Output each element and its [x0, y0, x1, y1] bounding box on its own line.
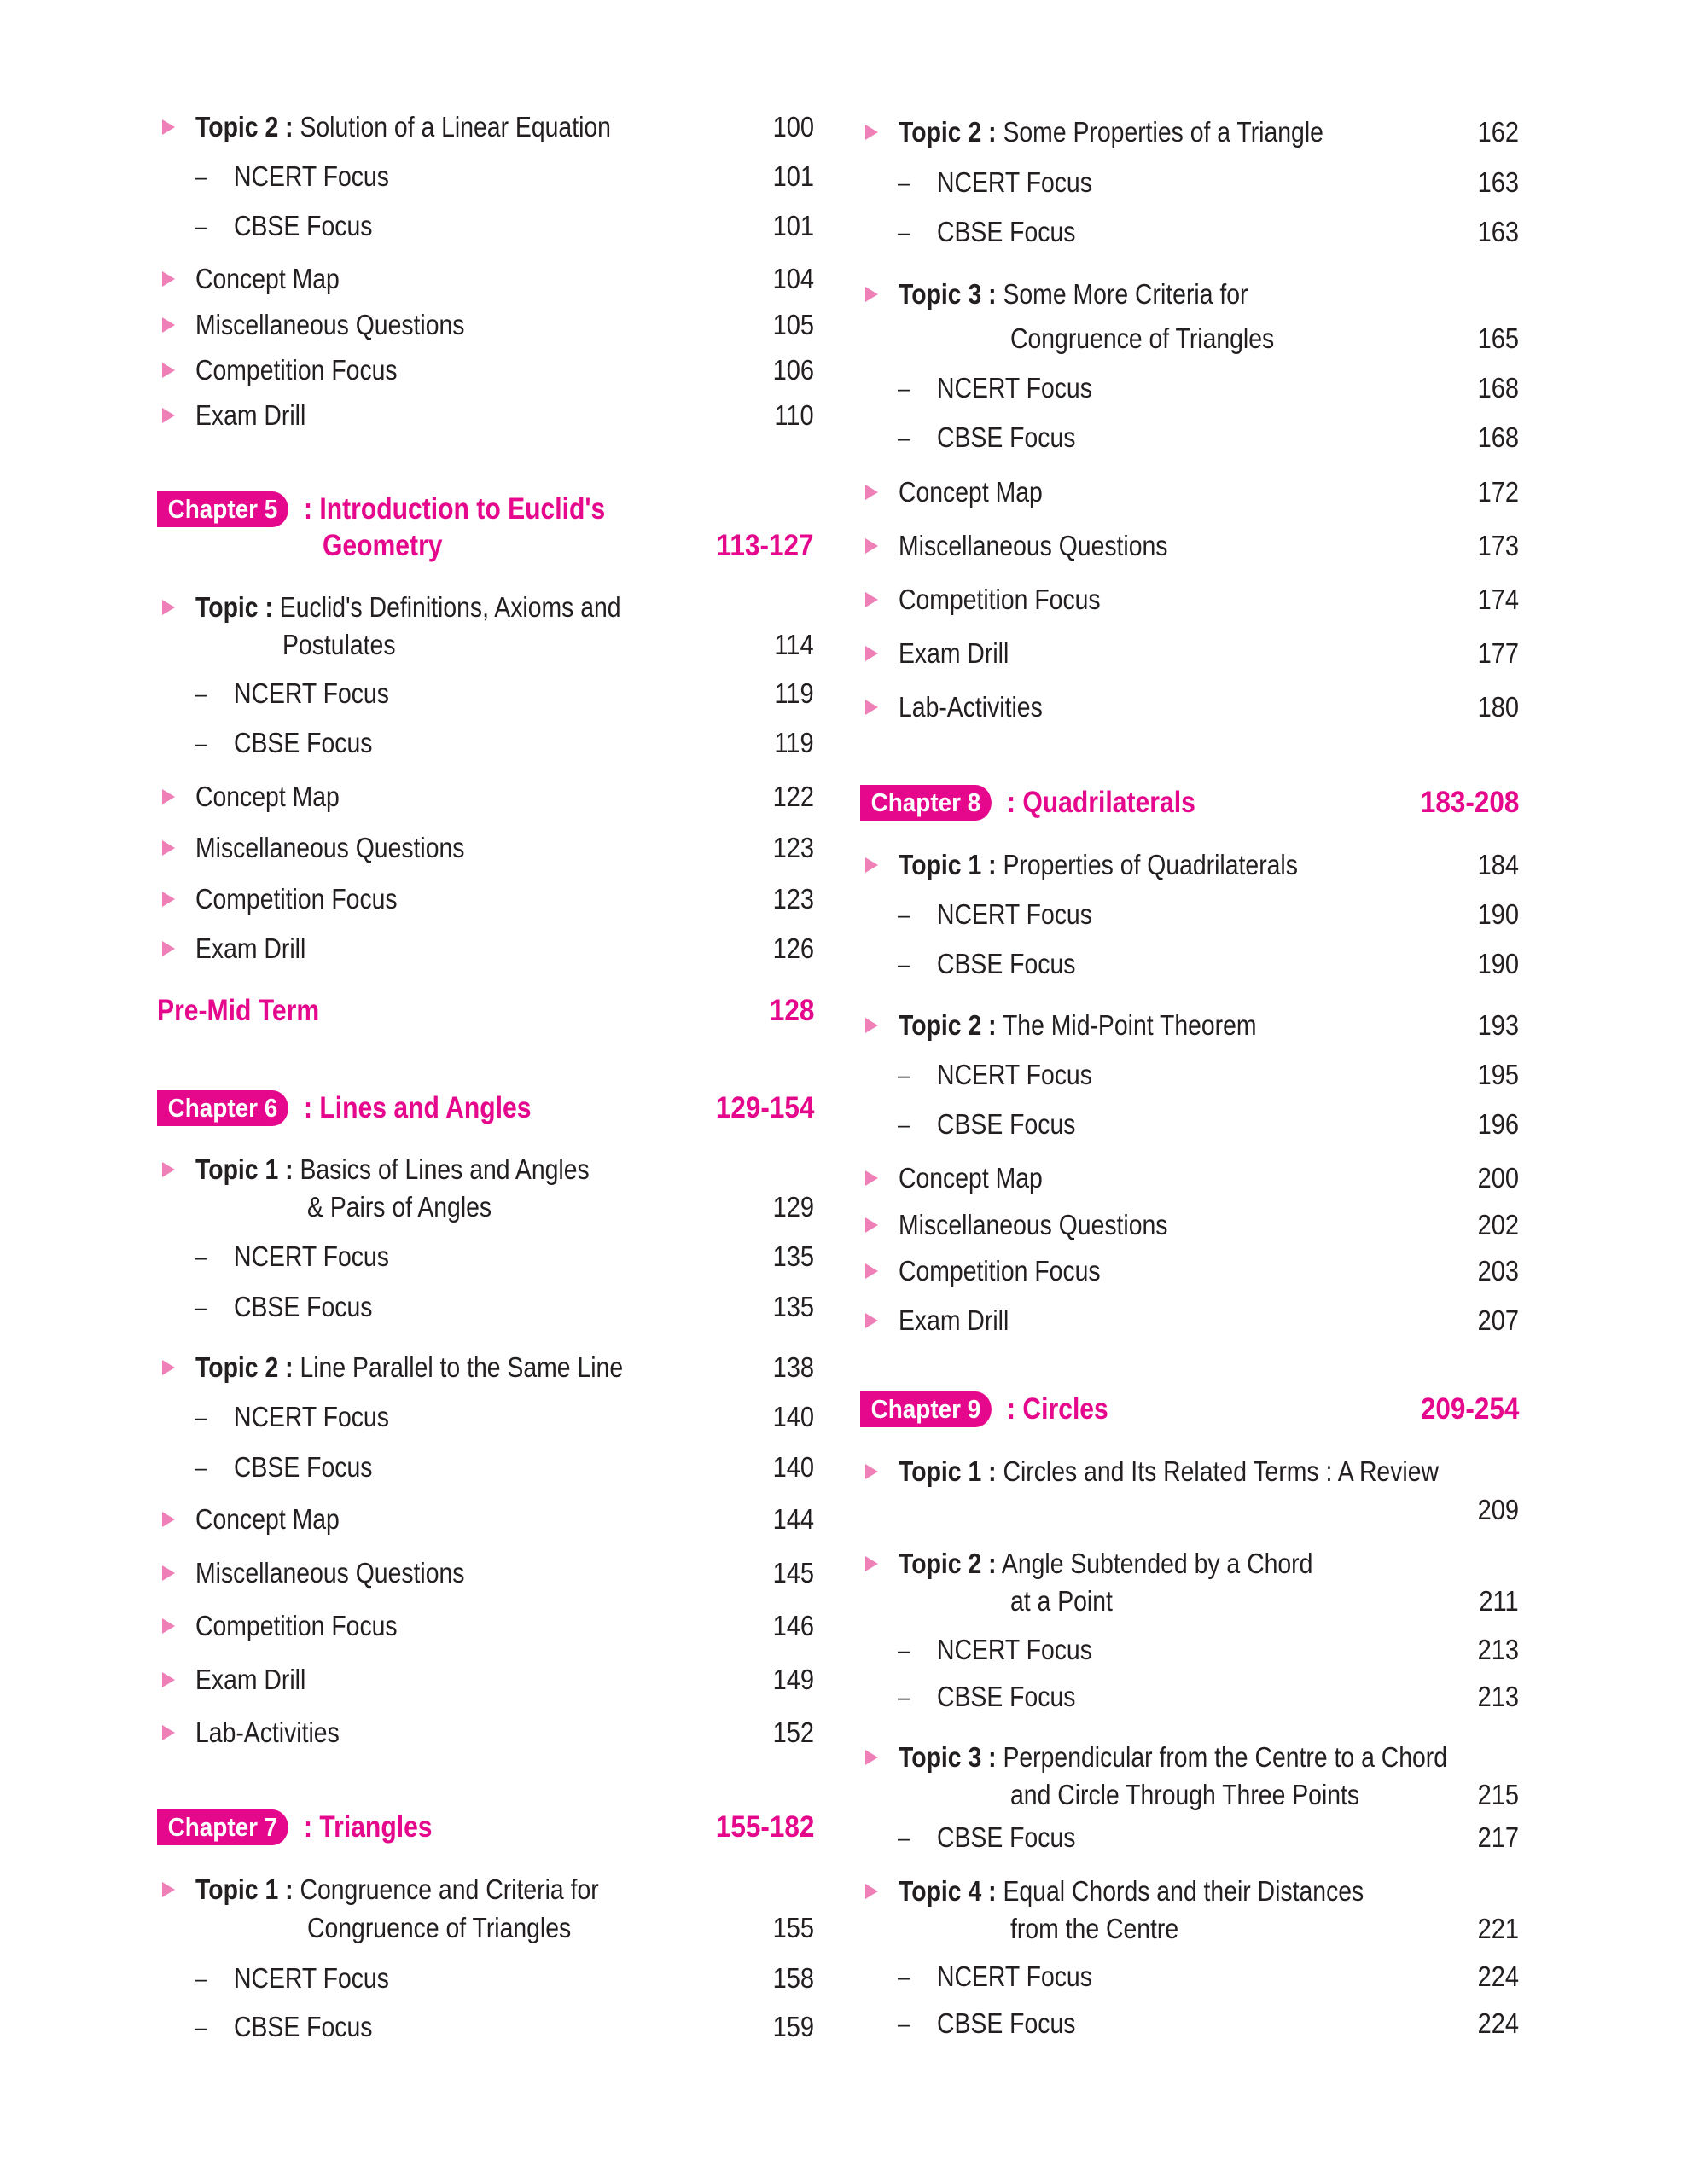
- entry-label: Miscellaneous Questions: [195, 1557, 465, 1589]
- toc-entry-exam-drill[interactable]: [860, 1302, 1519, 1339]
- chapter-badge: Chapter 7: [157, 1809, 288, 1845]
- page-number: 193: [1477, 1009, 1519, 1041]
- page-number: 174: [1477, 584, 1519, 615]
- topic-prefix: Topic 2 :: [899, 116, 997, 148]
- dash-icon: –: [195, 1404, 207, 1430]
- page-number: 149: [772, 1664, 814, 1695]
- entry-label: NCERT Focus: [937, 372, 1092, 404]
- triangle-right-icon: [162, 789, 175, 804]
- triangle-right-icon: [162, 1565, 175, 1581]
- entry-label: Competition Focus: [899, 1255, 1101, 1287]
- entry-label: CBSE Focus: [937, 216, 1076, 247]
- page-number: 190: [1477, 948, 1519, 979]
- page-number: 177: [1477, 637, 1519, 669]
- topic-prefix: Topic 2 :: [899, 1009, 997, 1041]
- page-number: 110: [774, 399, 814, 431]
- chapter-heading-line2[interactable]: [157, 527, 814, 565]
- toc-entry-topic-cont[interactable]: [860, 320, 1519, 357]
- toc-entry-cbse[interactable]: [860, 1678, 1519, 1716]
- toc-entry-topic-cont[interactable]: [157, 1188, 814, 1226]
- toc-entry-competition[interactable]: [860, 1252, 1519, 1290]
- chapter-badge: Chapter 9: [860, 1391, 992, 1427]
- entry-label: NCERT Focus: [937, 1634, 1092, 1665]
- page-number: 209: [1477, 1494, 1519, 1525]
- page-number: 211: [1479, 1585, 1519, 1617]
- toc-entry-ncert[interactable]: [860, 1631, 1519, 1669]
- dash-icon: –: [898, 1112, 910, 1137]
- toc-entry-topic-cont[interactable]: [157, 1909, 814, 1947]
- triangle-right-icon: [162, 271, 175, 287]
- toc-entry-topic[interactable]: [157, 1871, 814, 1908]
- page-number: 155: [772, 1912, 814, 1943]
- triangle-right-icon: [162, 1672, 175, 1687]
- triangle-right-icon: [162, 840, 175, 856]
- topic-title: Euclid's Definitions, Axioms and: [279, 591, 621, 623]
- triangle-right-icon: [162, 317, 175, 333]
- page-number: 173: [1477, 530, 1519, 561]
- toc-entry-topic[interactable]: [860, 846, 1519, 884]
- page-number: 104: [772, 263, 814, 294]
- toc-entry-ncert[interactable]: [860, 1056, 1519, 1094]
- toc-entry-misc[interactable]: [860, 527, 1519, 565]
- page-number: 215: [1477, 1779, 1519, 1810]
- toc-entry-topic[interactable]: [860, 276, 1519, 313]
- toc-entry-topic[interactable]: [860, 113, 1519, 151]
- triangle-right-icon: [162, 119, 175, 135]
- page-number: 163: [1477, 166, 1519, 198]
- toc-entry-topic[interactable]: [860, 1007, 1519, 1044]
- page-number: 213: [1477, 1634, 1519, 1665]
- triangle-right-icon: [865, 1170, 878, 1186]
- toc-entry-lab-activities[interactable]: [860, 688, 1519, 726]
- dash-icon: –: [195, 681, 207, 706]
- page-number: 217: [1477, 1821, 1519, 1853]
- topic-title-line2: Postulates: [282, 629, 396, 660]
- entry-label: CBSE Focus: [234, 210, 373, 241]
- toc-entry-topic[interactable]: [860, 1545, 1519, 1583]
- toc-entry-topic[interactable]: [157, 1151, 814, 1188]
- dash-icon: –: [898, 219, 910, 245]
- toc-entry-cbse[interactable]: [157, 207, 814, 245]
- page-number: 159: [772, 2011, 814, 2042]
- page-number: 140: [772, 1451, 814, 1483]
- topic-title: Circles and Its Related Terms : A Review: [1003, 1455, 1440, 1487]
- entry-label: Miscellaneous Questions: [195, 309, 465, 340]
- topic-prefix: Topic 1 :: [899, 849, 997, 880]
- dash-icon: –: [898, 951, 910, 977]
- dash-icon: –: [898, 2011, 910, 2036]
- toc-entry-topic[interactable]: [860, 1739, 1519, 1776]
- triangle-right-icon: [865, 1313, 878, 1328]
- entry-label: NCERT Focus: [234, 160, 389, 192]
- topic-prefix: Topic 2 :: [195, 1351, 294, 1383]
- page-number: 119: [774, 727, 814, 758]
- toc-entry-competition[interactable]: [157, 880, 814, 918]
- chapter-title: : Lines and Angles: [304, 1091, 532, 1124]
- triangle-right-icon: [865, 1018, 878, 1033]
- toc-entry-topic[interactable]: [157, 589, 814, 626]
- entry-label: NCERT Focus: [234, 1240, 389, 1272]
- topic-title-line2: Congruence of Triangles: [307, 1912, 572, 1943]
- page-number: 200: [1477, 1162, 1519, 1194]
- chapter-title: : Triangles: [304, 1810, 433, 1844]
- page-number: 114: [774, 629, 814, 660]
- topic-title: Some More Criteria for: [1003, 278, 1248, 310]
- page-number: 221: [1477, 1913, 1519, 1944]
- page-number: 180: [1477, 691, 1519, 723]
- page-number: 135: [772, 1240, 814, 1272]
- entry-label: Exam Drill: [195, 932, 306, 964]
- toc-entry-ncert[interactable]: [157, 675, 814, 712]
- triangle-right-icon: [162, 408, 175, 423]
- dash-icon: –: [898, 1684, 910, 1710]
- chapter-title: : Quadrilaterals: [1007, 786, 1195, 819]
- triangle-right-icon: [865, 1750, 878, 1765]
- page-number: 129: [772, 1191, 814, 1223]
- page-number: 140: [772, 1401, 814, 1432]
- entry-label: Exam Drill: [899, 637, 1009, 669]
- dash-icon: –: [898, 170, 910, 195]
- page-number: 207: [1477, 1304, 1519, 1336]
- toc-entry-ncert[interactable]: [860, 164, 1519, 201]
- topic-prefix: Topic 1 :: [899, 1455, 997, 1487]
- page-number: 168: [1477, 372, 1519, 404]
- dash-icon: –: [195, 730, 207, 756]
- topic-title-line2: & Pairs of Angles: [307, 1191, 492, 1223]
- topic-title-line2: and Circle Through Three Points: [1010, 1779, 1360, 1810]
- topic-title: Some Properties of a Triangle: [1003, 116, 1323, 148]
- topic-prefix: Topic 2 :: [195, 111, 294, 142]
- dash-icon: –: [195, 1966, 207, 1991]
- chapter-badge: Chapter 5: [157, 491, 288, 527]
- page-number: 100: [772, 111, 814, 142]
- entry-label: CBSE Focus: [937, 421, 1076, 453]
- chapter-title: : Circles: [1007, 1392, 1108, 1426]
- triangle-right-icon: [162, 1162, 175, 1177]
- topic-title: Perpendicular from the Centre to a Chord: [1003, 1741, 1448, 1773]
- toc-entry-misc[interactable]: [157, 306, 814, 344]
- entry-label: Miscellaneous Questions: [195, 832, 465, 863]
- toc-entry-ncert[interactable]: [860, 1958, 1519, 1995]
- page-number: 105: [772, 309, 814, 340]
- entry-label: CBSE Focus: [937, 2007, 1076, 2039]
- entry-label: Concept Map: [195, 263, 340, 294]
- triangle-right-icon: [865, 1556, 878, 1571]
- pre-mid-term-label: Pre-Mid Term: [157, 994, 320, 1027]
- entry-label: CBSE Focus: [234, 2011, 373, 2042]
- triangle-right-icon: [162, 1882, 175, 1897]
- toc-entry-topic[interactable]: [860, 1453, 1519, 1490]
- toc-entry-topic-cont[interactable]: [860, 1910, 1519, 1948]
- toc-entry-competition[interactable]: [157, 1607, 814, 1645]
- toc-entry-cbse[interactable]: [860, 1819, 1519, 1856]
- dash-icon: –: [898, 375, 910, 401]
- page-number: 146: [772, 1610, 814, 1641]
- topic-prefix: Topic :: [195, 591, 273, 623]
- page-number: 123: [772, 883, 814, 915]
- pre-mid-term-page: 128: [769, 994, 814, 1027]
- page-number: 203: [1477, 1255, 1519, 1287]
- triangle-right-icon: [865, 1263, 878, 1279]
- page-number: 101: [772, 210, 814, 241]
- page-number: 144: [772, 1503, 814, 1535]
- dash-icon: –: [898, 1062, 910, 1088]
- entry-label: Exam Drill: [195, 1664, 306, 1695]
- topic-title: Congruence and Criteria for: [300, 1873, 599, 1905]
- toc-entry-misc[interactable]: [860, 1206, 1519, 1244]
- page-number: 152: [772, 1716, 814, 1748]
- topic-title-line2: from the Centre: [1010, 1913, 1179, 1944]
- page-number: 138: [772, 1351, 814, 1383]
- entry-label: NCERT Focus: [234, 1962, 389, 1994]
- toc-entry-cbse[interactable]: [860, 1106, 1519, 1143]
- page-number: 168: [1477, 421, 1519, 453]
- toc-entry-cbse[interactable]: [860, 945, 1519, 983]
- entry-label: NCERT Focus: [937, 166, 1092, 198]
- page-number: 106: [772, 354, 814, 386]
- toc-entry-exam-drill[interactable]: [157, 397, 814, 434]
- page-number: 122: [772, 781, 814, 812]
- triangle-right-icon: [865, 485, 878, 500]
- triangle-right-icon: [162, 892, 175, 907]
- toc-entry-competition[interactable]: [860, 581, 1519, 619]
- entry-label: Miscellaneous Questions: [899, 530, 1168, 561]
- chapter-badge: Chapter 6: [157, 1090, 288, 1126]
- toc-entry-misc[interactable]: [157, 829, 814, 867]
- triangle-right-icon: [865, 538, 878, 554]
- toc-entry-topic[interactable]: [860, 1873, 1519, 1910]
- toc-entry-concept-map[interactable]: [157, 260, 814, 298]
- page-number: 196: [1477, 1108, 1519, 1140]
- triangle-right-icon: [865, 857, 878, 873]
- topic-prefix: Topic 3 :: [899, 278, 997, 310]
- entry-label: Lab-Activities: [195, 1716, 340, 1748]
- topic-prefix: Topic 2 :: [899, 1548, 997, 1579]
- triangle-right-icon: [865, 1464, 878, 1479]
- topic-prefix: Topic 1 :: [195, 1873, 294, 1905]
- entry-label: Concept Map: [195, 781, 340, 812]
- triangle-right-icon: [865, 700, 878, 715]
- page-number: 163: [1477, 216, 1519, 247]
- toc-entry-cbse[interactable]: [157, 1449, 814, 1486]
- toc-entry-lab-activities[interactable]: [157, 1714, 814, 1751]
- entry-label: Miscellaneous Questions: [899, 1209, 1168, 1240]
- page-number: 126: [772, 932, 814, 964]
- toc-entry-exam-drill[interactable]: [860, 635, 1519, 672]
- triangle-right-icon: [162, 363, 175, 378]
- chapter-badge: Chapter 8: [860, 785, 992, 821]
- toc-entry-concept-map[interactable]: [860, 1159, 1519, 1197]
- entry-label: Competition Focus: [195, 1610, 398, 1641]
- topic-prefix: Topic 3 :: [899, 1741, 997, 1773]
- chapter-title-line2: Geometry: [323, 529, 443, 562]
- triangle-right-icon: [162, 1618, 175, 1634]
- toc-entry-topic[interactable]: [157, 108, 814, 146]
- entry-label: Competition Focus: [899, 584, 1101, 615]
- toc-entry-topic-cont[interactable]: [860, 1491, 1519, 1529]
- toc-entry-ncert[interactable]: [157, 1960, 814, 1997]
- toc-entry-concept-map[interactable]: [157, 778, 814, 816]
- triangle-right-icon: [865, 592, 878, 607]
- toc-entry-ncert[interactable]: [860, 369, 1519, 407]
- entry-label: CBSE Focus: [234, 727, 373, 758]
- entry-label: NCERT Focus: [234, 1401, 389, 1432]
- toc-entry-topic-cont[interactable]: [860, 1776, 1519, 1814]
- toc-entry-ncert[interactable]: [860, 896, 1519, 933]
- entry-label: NCERT Focus: [937, 1960, 1092, 1992]
- topic-prefix: Topic 1 :: [195, 1153, 294, 1185]
- triangle-right-icon: [865, 287, 878, 302]
- chapter-heading[interactable]: [860, 1391, 1519, 1428]
- entry-label: CBSE Focus: [937, 1821, 1076, 1853]
- dash-icon: –: [898, 1964, 910, 1989]
- toc-entry-competition[interactable]: [157, 351, 814, 389]
- chapter-heading[interactable]: [157, 491, 814, 528]
- topic-title: Solution of a Linear Equation: [300, 111, 611, 142]
- entry-label: Exam Drill: [899, 1304, 1009, 1336]
- toc-entry-concept-map[interactable]: [157, 1501, 814, 1538]
- page-number: 119: [774, 677, 814, 709]
- toc-entry-concept-map[interactable]: [860, 473, 1519, 511]
- topic-title: Line Parallel to the Same Line: [300, 1351, 624, 1383]
- chapter-pages: 155-182: [715, 1810, 814, 1844]
- entry-label: Competition Focus: [195, 883, 398, 915]
- dash-icon: –: [898, 425, 910, 450]
- page-number: 101: [772, 160, 814, 192]
- toc-entry-cbse[interactable]: [157, 1288, 814, 1326]
- page-number: 172: [1477, 476, 1519, 508]
- topic-title: Properties of Quadrilaterals: [1003, 849, 1298, 880]
- chapter-pages: 129-154: [715, 1091, 814, 1124]
- dash-icon: –: [195, 1244, 207, 1269]
- toc-entry-cbse[interactable]: [860, 213, 1519, 251]
- topic-title: Equal Chords and their Distances: [1003, 1875, 1364, 1907]
- chapter-pages: 209-254: [1420, 1392, 1519, 1426]
- dash-icon: –: [195, 1294, 207, 1320]
- page-number: 195: [1477, 1059, 1519, 1090]
- pre-mid-term-entry[interactable]: [157, 992, 814, 1030]
- entry-label: NCERT Focus: [234, 677, 389, 709]
- dash-icon: –: [195, 1455, 207, 1480]
- triangle-right-icon: [865, 1217, 878, 1233]
- page-number: 158: [772, 1962, 814, 1994]
- toc-entry-cbse[interactable]: [860, 2005, 1519, 2042]
- toc-entry-misc[interactable]: [157, 1554, 814, 1592]
- toc-entry-exam-drill[interactable]: [157, 1661, 814, 1699]
- page-number: 135: [772, 1291, 814, 1322]
- page-number: 213: [1477, 1681, 1519, 1712]
- toc-entry-ncert[interactable]: [157, 158, 814, 195]
- entry-label: NCERT Focus: [937, 898, 1092, 930]
- toc-entry-exam-drill[interactable]: [157, 930, 814, 967]
- topic-title: Angle Subtended by a Chord: [1001, 1548, 1313, 1579]
- entry-label: NCERT Focus: [937, 1059, 1092, 1090]
- entry-label: CBSE Focus: [234, 1291, 373, 1322]
- topic-title: Basics of Lines and Angles: [300, 1153, 590, 1185]
- triangle-right-icon: [865, 1884, 878, 1899]
- dash-icon: –: [898, 902, 910, 927]
- topic-title: The Mid-Point Theorem: [1002, 1009, 1257, 1041]
- triangle-right-icon: [865, 125, 878, 140]
- chapter-heading[interactable]: [157, 1809, 814, 1846]
- entry-label: Competition Focus: [195, 354, 398, 386]
- triangle-right-icon: [162, 1360, 175, 1375]
- entry-label: Concept Map: [899, 1162, 1043, 1194]
- triangle-right-icon: [162, 600, 175, 615]
- toc-entry-cbse[interactable]: [157, 2008, 814, 2046]
- triangle-right-icon: [162, 1725, 175, 1740]
- page-number: 162: [1477, 116, 1519, 148]
- page-number: 165: [1477, 322, 1519, 354]
- chapter-pages: 183-208: [1420, 786, 1519, 819]
- page-number: 145: [772, 1557, 814, 1589]
- dash-icon: –: [195, 164, 207, 189]
- entry-label: CBSE Focus: [937, 1108, 1076, 1140]
- toc-entry-topic[interactable]: [157, 1349, 814, 1386]
- page-number: 224: [1477, 1960, 1519, 1992]
- dash-icon: –: [898, 1825, 910, 1850]
- entry-label: Exam Drill: [195, 399, 306, 431]
- page-number: 224: [1477, 2007, 1519, 2039]
- page-number: 184: [1477, 849, 1519, 880]
- dash-icon: –: [195, 2014, 207, 2040]
- chapter-title: : Introduction to Euclid's: [304, 492, 606, 526]
- chapter-pages: 113-127: [717, 529, 814, 562]
- toc-entry-ncert[interactable]: [157, 1398, 814, 1436]
- chapter-heading[interactable]: [860, 784, 1519, 822]
- entry-label: Concept Map: [899, 476, 1043, 508]
- triangle-right-icon: [162, 941, 175, 956]
- toc-entry-cbse[interactable]: [157, 724, 814, 762]
- toc-entry-topic-cont[interactable]: [157, 626, 814, 664]
- entry-label: CBSE Focus: [937, 1681, 1076, 1712]
- toc-entry-cbse[interactable]: [860, 419, 1519, 456]
- page-number: 190: [1477, 898, 1519, 930]
- topic-title-line2: Congruence of Triangles: [1010, 322, 1275, 354]
- page-number: 123: [772, 832, 814, 863]
- toc-entry-topic-cont[interactable]: [860, 1583, 1519, 1620]
- dash-icon: –: [898, 1637, 910, 1663]
- entry-label: Concept Map: [195, 1503, 340, 1535]
- triangle-right-icon: [162, 1512, 175, 1527]
- page-number: 202: [1477, 1209, 1519, 1240]
- entry-label: Lab-Activities: [899, 691, 1043, 723]
- dash-icon: –: [195, 213, 207, 239]
- entry-label: CBSE Focus: [234, 1451, 373, 1483]
- chapter-heading[interactable]: [157, 1089, 814, 1127]
- entry-label: CBSE Focus: [937, 948, 1076, 979]
- topic-prefix: Topic 4 :: [899, 1875, 997, 1907]
- triangle-right-icon: [865, 646, 878, 661]
- topic-title-line2: at a Point: [1010, 1585, 1113, 1617]
- toc-entry-ncert[interactable]: [157, 1238, 814, 1275]
